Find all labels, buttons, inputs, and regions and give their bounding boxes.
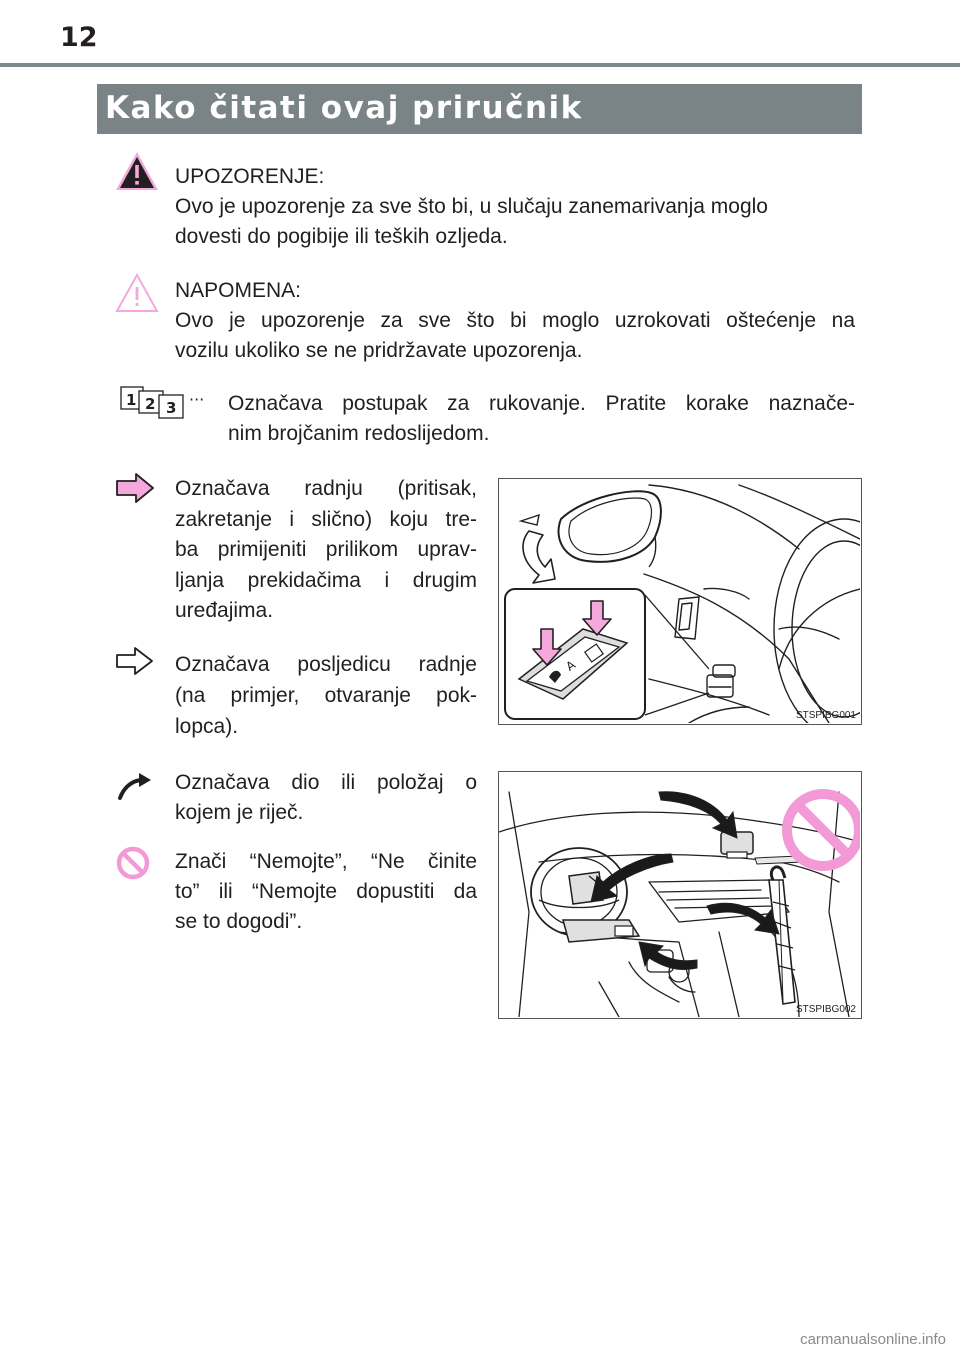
curved-pointer-arrow-icon (114, 772, 156, 802)
warning-line: Ovo je upozorenje za sve što bi, u slučaju zanemarivanja moglo (175, 195, 768, 218)
watermark: carmanualsonline.info (800, 1331, 946, 1348)
outline-arrow-icon (114, 645, 156, 677)
result-line: (na primjer, otvaranje pok- (175, 684, 477, 707)
action-line: ba primijeniti prilikom uprav- (175, 538, 477, 562)
mirror-switch-figure (498, 478, 862, 725)
prohibition-icon (115, 845, 151, 881)
filled-arrow-icon (114, 472, 156, 504)
dashboard-illustration (499, 772, 860, 1017)
action-line: Označava radnju (pritisak, (175, 477, 477, 500)
action-line: zakretanje i slično) koju tre- (175, 507, 477, 531)
steps-line: nim brojčanim redoslijedom. (228, 422, 490, 445)
mirror-switch-illustration (499, 479, 860, 723)
action-line: uređajima. (175, 599, 274, 623)
figure-code: STSPIBG002 (795, 1004, 856, 1015)
svg-text:A: A (563, 657, 579, 674)
action-text (175, 474, 477, 627)
step-digit: 2 (145, 395, 156, 413)
action-line: ljanja prekidačima i drugim (175, 568, 477, 592)
dashboard-figure (498, 771, 862, 1019)
location-line: kojem je riječ. (175, 801, 304, 824)
steps-text (228, 389, 855, 449)
umbrella (771, 867, 785, 880)
page-number: 12 (60, 22, 98, 53)
notice-line: Ovo je upozorenje za sve što bi moglo uzrokovati oštećenje na (175, 309, 855, 332)
result-line: lopca). (175, 715, 239, 738)
location-line: Označava dio ili položaj o (175, 771, 477, 794)
notice-heading: NAPOMENA: (175, 279, 302, 302)
notice-line: vozilu ukoliko se ne pridržavate upozorenja. (175, 339, 583, 362)
section-title: Kako čitati ovaj priručnik (105, 90, 583, 126)
warning-text (175, 162, 855, 252)
prohibition-sign-icon (787, 794, 859, 866)
prohibition-line: Znači “Nemojte”, “Ne činite (175, 850, 477, 873)
prohibition-line: to” ili “Nemojte dopustiti da (175, 880, 477, 903)
pointer-arrow-icon (591, 854, 673, 902)
result-text (175, 649, 477, 742)
prohibition-line: se to dogodi”. (175, 910, 303, 933)
location-text (175, 768, 477, 828)
steps-line: Označava postupak za rukovanje. Pratite korake naznače- (228, 392, 855, 415)
numbered-steps-icon (115, 384, 219, 420)
pointer-arrow-icon (659, 792, 737, 838)
pointer-arrow-icon (639, 942, 697, 970)
top-rule (0, 63, 960, 67)
step-digit: 3 (166, 399, 177, 417)
figure-code: STSPIBG001 (795, 710, 856, 721)
warning-triangle-filled-icon (114, 150, 160, 192)
warning-heading: UPOZORENJE: (175, 165, 325, 188)
rotate-arrow-icon (523, 531, 555, 583)
notice-text (175, 276, 855, 366)
section-header (97, 84, 862, 134)
warning-triangle-outline-icon (114, 272, 160, 314)
step-digit: 1 (126, 391, 137, 409)
result-line: Označava posljedicu radnje (175, 653, 477, 676)
prohibition-text (175, 847, 477, 937)
warning-line: dovesti do pogibije ili teških ozljeda. (175, 225, 508, 248)
steps-dots: ··· (189, 390, 205, 409)
